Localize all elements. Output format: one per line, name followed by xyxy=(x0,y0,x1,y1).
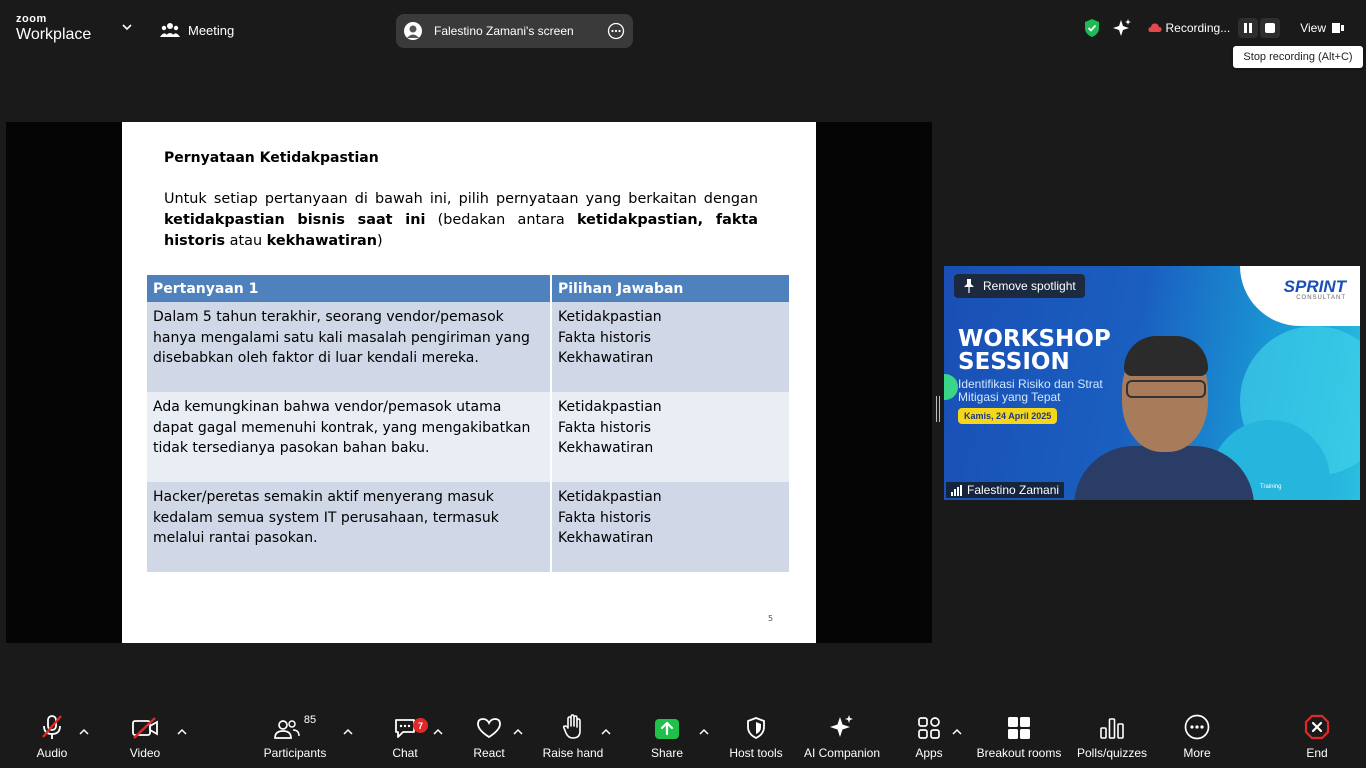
option-text: Fakta historis xyxy=(558,329,652,346)
workshop-subtitle-line: Mitigasi yang Tepat xyxy=(958,390,1061,404)
meeting-info-button[interactable] xyxy=(160,18,234,42)
option-text: Kekhawatiran xyxy=(558,440,654,456)
video-button[interactable] xyxy=(126,710,164,768)
chevron-down-icon[interactable] xyxy=(120,22,134,32)
pause-icon xyxy=(1243,23,1253,33)
question-cell: Ada kemungkinan bahwa vendor/pemasok utama dapat gagal memenuhi kontrak, yang mengakibatkan tidak tersedianya pasokan bahan baku. xyxy=(147,392,551,482)
remove-spotlight-button[interactable] xyxy=(954,274,1085,298)
audio-options-caret-icon[interactable] xyxy=(79,728,89,736)
presentation-slide xyxy=(122,122,816,643)
breakout-rooms-icon xyxy=(1007,716,1031,740)
video-options-caret-icon[interactable] xyxy=(177,728,187,736)
audio-button[interactable] xyxy=(34,710,70,768)
share-pill-label: Falestino Zamani's screen xyxy=(434,24,574,38)
end-meeting-icon xyxy=(1304,714,1330,740)
stop-icon xyxy=(1265,23,1275,33)
host-tools-label: Host tools xyxy=(729,746,783,760)
intro-text-2: (bedakan antara xyxy=(425,212,577,228)
participants-count: 85 xyxy=(303,714,317,726)
intro-text-3: atau xyxy=(225,233,267,249)
video-camera-off-icon xyxy=(131,716,159,740)
meeting-toolbar xyxy=(0,710,1366,768)
option-text: Kekhawatiran xyxy=(558,530,654,546)
workshop-title xyxy=(958,328,1111,374)
question-cell: Dalam 5 tahun terakhir, seorang vendor/pemasok hanya mengalami satu kali masalah pengiriman yang disebabkan oleh faktor di luar kendali mereka. xyxy=(147,302,551,392)
person-hair xyxy=(1124,336,1208,376)
logo-workplace-text: Workplace xyxy=(16,26,92,43)
option-text: Ketidakpastian xyxy=(558,489,662,505)
header-answer-options: Pilihan Jawaban xyxy=(551,275,790,302)
recording-label: Recording... xyxy=(1165,21,1231,35)
apps-label: Apps xyxy=(915,746,943,760)
slide-intro xyxy=(164,189,758,252)
react-heart-icon xyxy=(476,716,502,740)
more-button[interactable] xyxy=(1180,710,1214,768)
react-options-caret-icon[interactable] xyxy=(513,728,523,736)
microphone-muted-icon xyxy=(40,714,64,740)
raise-hand-label: Raise hand xyxy=(542,746,604,760)
ai-companion-sparkle-icon xyxy=(829,714,855,740)
option-text: Fakta historis xyxy=(558,419,652,436)
intro-bold-1: ketidakpastian bisnis saat ini xyxy=(164,212,426,228)
person-glasses xyxy=(1126,380,1206,398)
end-meeting-button[interactable] xyxy=(1303,710,1331,768)
table-row xyxy=(147,482,790,572)
end-label: End xyxy=(1306,746,1328,760)
share-screen-icon xyxy=(654,718,680,740)
participants-button[interactable] xyxy=(262,710,328,768)
raise-hand-options-caret-icon[interactable] xyxy=(601,728,611,736)
host-tools-button[interactable] xyxy=(724,710,788,768)
participant-video-tile[interactable] xyxy=(944,266,1360,500)
ai-companion-label: AI Companion xyxy=(803,746,881,760)
brand-name: SPRINT xyxy=(1283,277,1346,296)
more-options-icon[interactable] xyxy=(607,22,625,40)
options-cell xyxy=(551,302,790,392)
participants-icon xyxy=(274,718,300,740)
option-text: Ketidakpastian xyxy=(558,309,662,325)
shared-screen-area xyxy=(6,122,932,643)
security-shield-icon[interactable] xyxy=(1082,18,1102,38)
view-button[interactable] xyxy=(1300,21,1344,35)
chat-label: Chat xyxy=(392,746,418,760)
meeting-label: Meeting xyxy=(188,22,235,38)
people-icon xyxy=(160,21,180,39)
polls-label: Polls/quizzes xyxy=(1076,746,1148,760)
pin-icon xyxy=(963,279,975,293)
options-cell xyxy=(551,482,790,572)
participant-name-tag xyxy=(946,482,1064,498)
resize-divider-handle[interactable] xyxy=(936,396,940,422)
workshop-subtitle-line: Identifikasi Risiko dan Strat xyxy=(958,377,1103,391)
share-view-pill[interactable] xyxy=(396,14,633,48)
shield-icon xyxy=(745,716,767,740)
share-label: Share xyxy=(650,746,684,760)
more-label: More xyxy=(1183,746,1211,760)
brand-sub: CONSULTANT xyxy=(1296,295,1346,301)
ai-companion-button[interactable] xyxy=(802,710,882,768)
video-label: Video xyxy=(129,746,161,760)
raise-hand-button[interactable] xyxy=(541,710,605,768)
status-controls xyxy=(1082,14,1366,42)
option-text: Ketidakpastian xyxy=(558,399,662,415)
raise-hand-icon xyxy=(562,714,584,740)
remove-spotlight-label: Remove spotlight xyxy=(983,279,1076,293)
polls-chart-icon xyxy=(1099,716,1125,740)
zoom-workplace-logo[interactable] xyxy=(16,14,91,43)
options-cell xyxy=(551,392,790,482)
react-label: React xyxy=(473,746,505,760)
recording-indicator[interactable] xyxy=(1148,21,1231,35)
pause-recording-button[interactable] xyxy=(1238,18,1258,38)
participant-name: Falestino Zamani xyxy=(967,483,1060,497)
chat-unread-badge: 7 xyxy=(413,718,428,733)
apps-button[interactable] xyxy=(912,710,946,768)
workshop-subtitle xyxy=(958,378,1103,404)
slide-title: Pernyataan Ketidakpastian xyxy=(164,150,379,166)
ai-sparkle-icon[interactable] xyxy=(1112,18,1132,38)
workshop-title-line: WORKSHOP xyxy=(958,326,1111,352)
breakout-rooms-label: Breakout rooms xyxy=(976,746,1062,760)
background-footer-text: Training xyxy=(1260,484,1282,490)
table-row xyxy=(147,392,790,482)
chat-options-caret-icon[interactable] xyxy=(433,728,443,736)
share-options-caret-icon[interactable] xyxy=(699,728,709,736)
slide-page-number: 5 xyxy=(768,614,774,623)
audio-label: Audio xyxy=(36,746,68,760)
intro-bold-3: kekhawatiran xyxy=(266,233,378,249)
participants-label: Participants xyxy=(263,746,327,760)
signal-bars-icon xyxy=(951,485,962,496)
stop-recording-button[interactable] xyxy=(1260,18,1280,38)
cloud-record-icon xyxy=(1148,22,1162,34)
workshop-title-line: SESSION xyxy=(958,349,1070,375)
apps-options-caret-icon[interactable] xyxy=(952,728,962,736)
question-cell: Hacker/peretas semakin aktif menyerang masuk kedalam semua system IT perusahaan, termasuk melalui rantai pasokan. xyxy=(147,482,551,572)
sprint-logo xyxy=(1284,278,1346,301)
intro-text-4: ) xyxy=(377,233,383,249)
header-question: Pertanyaan 1 xyxy=(147,275,551,302)
share-button[interactable] xyxy=(649,710,685,768)
polls-quizzes-button[interactable] xyxy=(1076,710,1148,768)
chat-button[interactable] xyxy=(389,710,421,768)
table-header-row xyxy=(147,275,790,302)
react-button[interactable] xyxy=(470,710,508,768)
workshop-date-badge: Kamis, 24 April 2025 xyxy=(958,408,1057,424)
stop-recording-tooltip: Stop recording (Alt+C) xyxy=(1233,46,1363,68)
more-options-icon xyxy=(1184,714,1210,740)
table-row xyxy=(147,302,790,392)
user-avatar-icon xyxy=(404,22,422,40)
intro-bold-2: ketidakpastian, fakta historis xyxy=(164,212,758,249)
logo-zoom-text: zoom xyxy=(16,13,47,25)
apps-icon xyxy=(917,716,941,740)
option-text: Kekhawatiran xyxy=(558,350,654,366)
participant-video xyxy=(1114,336,1244,500)
top-bar xyxy=(0,0,1366,52)
view-layout-icon xyxy=(1332,22,1344,34)
option-text: Fakta historis xyxy=(558,509,652,526)
participants-options-caret-icon[interactable] xyxy=(343,728,353,736)
breakout-rooms-button[interactable] xyxy=(976,710,1062,768)
intro-text-1: Untuk setiap pertanyaan di bawah ini, pilih pernyataan yang berkaitan dengan xyxy=(164,191,758,207)
view-label: View xyxy=(1300,21,1326,35)
question-table xyxy=(147,275,791,572)
